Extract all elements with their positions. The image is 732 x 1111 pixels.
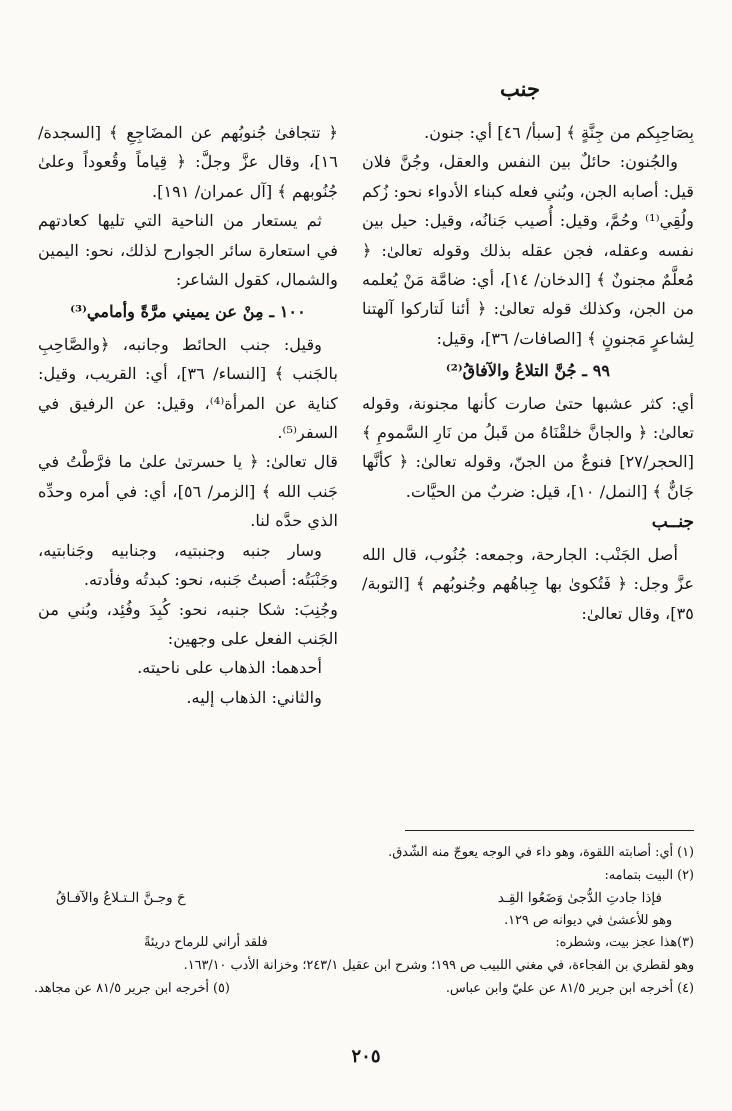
left-column	[38, 118, 338, 712]
footnote-divider	[405, 830, 694, 831]
page-number: ٢٠٥	[351, 1046, 381, 1067]
verse-99: ٩٩ ـ جُنَّ التلاعُ والآفاقُ⁽²⁾	[445, 361, 611, 381]
paragraph: وقيل: جنب الحائط وجانبه، ﴿والصَّاحِبِ بالجَنب ﴾ [النساء/ ٣٦]، أي: القريب، وقيل: كناية عن المرأة⁽⁴⁾، وقيل: عن الرفيق في السفر⁽⁵⁾.	[38, 334, 339, 443]
paragraph: ثم يستعار من الناحية التي تليها كعادتهم في استعارة سائر الجوارح لذلك، نحو: اليمين والشمال، كقول الشاعر:	[38, 211, 338, 290]
footnote-4: (٤) أخرجه ابن جرير ٨١/٥ عن عليّ وابن عباس.	[445, 980, 694, 996]
paragraph: قال تعالىٰ: ﴿ يا حسرتىٰ علىٰ ما فرَّطْتُ في جَنب الله ﴾ [الزمر/ ٥٦]، أي: في أمره وحدِّه الذي حدَّه لنا.	[38, 452, 338, 531]
footnote-3-hemistich: فلقد أراني للرماح دريئةً	[144, 935, 268, 951]
page-header	[0, 76, 732, 106]
paragraph: والثاني: الذهاب إليه.	[186, 687, 322, 707]
poem-second-hemistich: حَ وجـنَّ الـتـلاعُ والآفـاقُ	[56, 890, 186, 907]
paragraph: وجُنِبَ: شكا جنبه، نحو: كُبِدَ وفُئِد، وبُني من الجَنب الفعل على وجهين:	[38, 599, 338, 648]
footnote-poem	[34, 887, 694, 910]
paragraph: ﴿ تتجافىٰ جُنوبُهم عن المضَاجِعِ ﴾ [السجدة/ ١٦]، وقال عزَّ وجلَّ: ﴿ قِياماً وقُعوداً وعلىٰ جُنُوبهم ﴾ [آل عمران/ ١٩١].	[38, 123, 338, 201]
footnote-2: (٢) البيت بتمامه:	[604, 867, 694, 883]
verse-100: ١٠٠ ـ مِنْ عن يميني مرَّةً وأمامي⁽³⁾	[70, 302, 306, 322]
paragraph: بِصَاحِبِكم من جِنَّةٍ ﴾ [سبأ/ ٤٦] أي: جنون.	[424, 123, 694, 142]
footnote-3-source: وهو لقطري بن الفجاءة، في مغني اللبيب ص ١٩٩؛ وشرح ابن عقيل ٢٤٣/١؛ وخزانة الأدب ١٦٣/١٠.	[183, 957, 694, 973]
footnote-5: (٥) أخرجه ابن جرير ٨١/٥ عن مجاهد.	[34, 980, 230, 996]
footnotes	[34, 842, 694, 1000]
paragraph: والجُنون: حائلٌ بين النفس والعقل، وجُنَّ فلان قيل: أصابه الجن، وبُني فعله كبناء الأدواء نحو: زُكم ولُقِي⁽¹⁾ وحُمَّ، وقيل: أُصيب جَنانُه، وقيل: حيل بين نفسه وعقله، فجن عقله بذلك وقوله تعالىٰ: ﴿ مُعلَّمٌ مجنونٌ ﴾ [الدخان/ ١٤]، أي: ضامَّة مَنْ يُعلمه من الجن، وكذلك قوله تعالىٰ: ﴿ أئنا لَتاركوا آلهتنا لِشاعرٍ مَجنونٍ ﴾ [الصافات/ ٣٦]، وقيل:	[362, 152, 694, 348]
footnote-2-source: وهو للأعشىٰ في ديوانه ص ١٢٩.	[504, 912, 672, 928]
poem-first-hemistich: فإذا جادتِ الدُّجىٰ وَضَعُوا القِـد	[497, 890, 662, 907]
paragraph: أصل الجَنْب: الجارحة، وجمعه: جُنُوب، قال الله عزَّ وجل: ﴿ فَتُكوىٰ بها جِباهُهم وجُنوبُهم ﴾ [التوبة/ ٣٥]، وقال تعالىٰ:	[362, 544, 694, 623]
right-column	[362, 118, 694, 628]
paragraph: أي: كثر عشبها حتىٰ صارت كأنها مجنونة، وقوله تعالىٰ: ﴿ والجانَّ خلقْنَاهُ من قَبلُ من نَارِ السَّمومِ ﴾ [الحجر/٢٧] فنوعٌ من الجنّ، وقوله تعالىٰ: ﴿ كأنَّها جَانٌّ ﴾ [النمل/ ١٠]، قيل: ضربٌ من الحيَّات.	[362, 393, 694, 501]
section-heading: جنــب	[651, 512, 694, 533]
footnote-3-label: (٣)هذا عجز بيت، وشطره:	[555, 935, 694, 951]
footnote-1: (١) أي: أصابته اللقوة، وهو داء في الوجه يعوجّ منه الشّدق.	[388, 845, 694, 860]
paragraph: أحدهما: الذهاب على ناحيته.	[137, 658, 322, 678]
footnotes-4-5	[34, 978, 694, 1001]
paragraph: وسار جنبه وجنبتيه، وجنابيه وجَنابتيه، وجَنْبَتُه: أصبتُ جَنبه، نحو: كبدتُه وفأدته.	[38, 540, 338, 590]
footnote-3-head	[34, 932, 694, 955]
header-title: جنب	[500, 76, 540, 101]
